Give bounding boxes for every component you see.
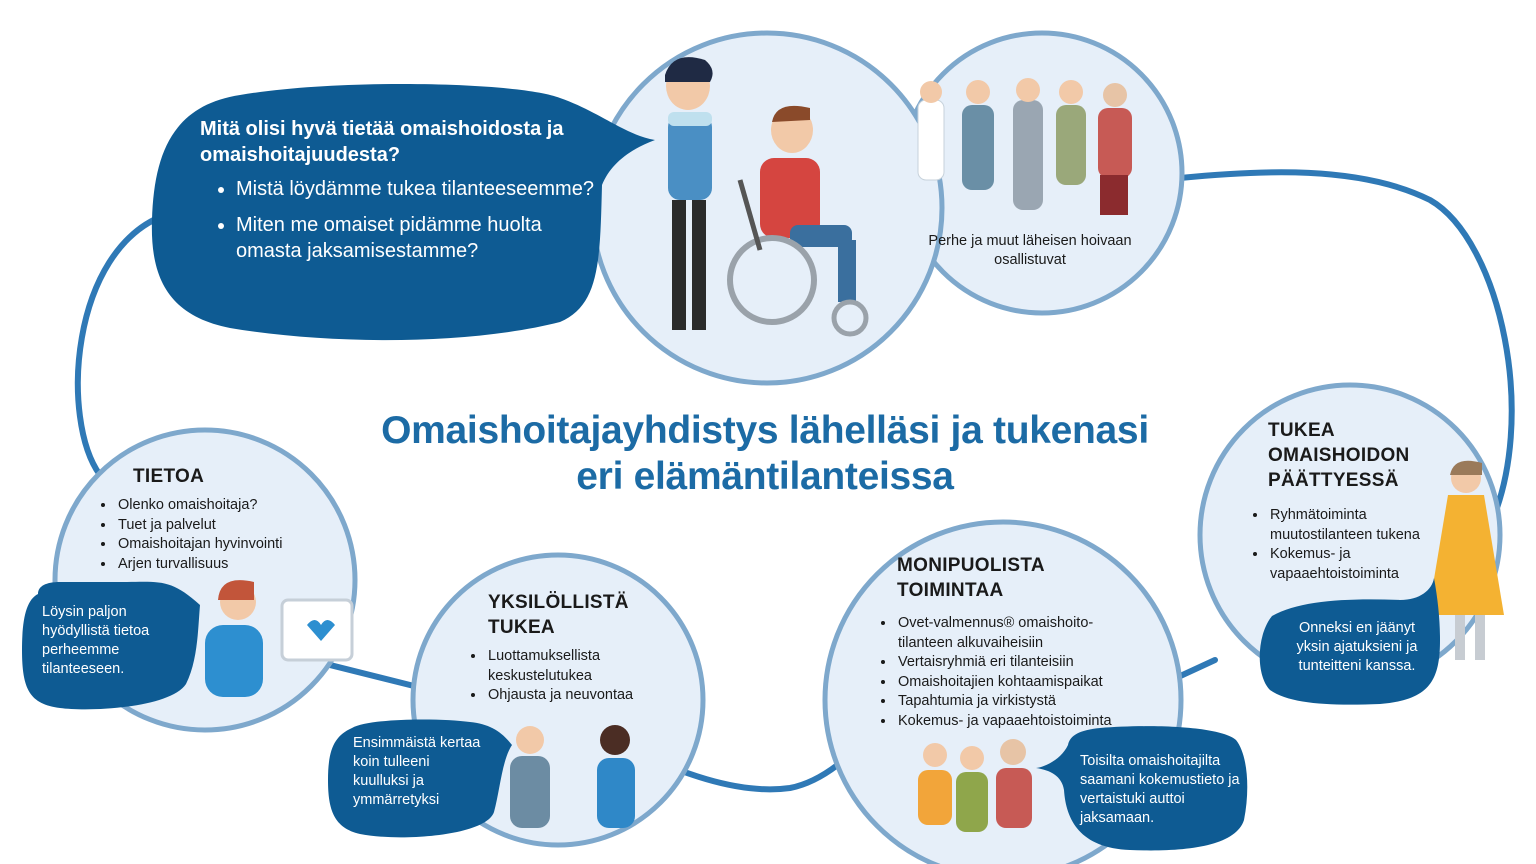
monipuolista-item: • Omaishoitajien kohtaamispaikat	[896, 673, 1136, 693]
yksilollista-heading-line-1: YKSILÖLLISTÄ	[488, 592, 629, 613]
tietoa-heading: TIETOA	[133, 466, 205, 487]
tietoa-item: • Omaishoitajan hyvinvointi	[116, 535, 356, 555]
monipuolista-item: • Kokemus- ja vapaaehtoistoiminta	[896, 712, 1136, 732]
main-title	[300, 408, 1230, 500]
tietoa-item: • Arjen turvallisuus	[116, 555, 356, 575]
tukea-heading-line-1: TUKEA	[1268, 420, 1335, 441]
tukea-heading-line-2: OMAISHOIDON	[1268, 445, 1410, 466]
tukea-heading-line-3: PÄÄTTYESSÄ	[1268, 470, 1399, 491]
yksilollista-list	[464, 647, 676, 706]
monipuolista-item: • Ovet-valmennus® omaishoito-tilanteen alkuvaiheisiin	[896, 614, 1136, 653]
main-title-line-1: Omaishoitajayhdistys lähelläsi ja tukenasi	[381, 409, 1149, 452]
tietoa-item: • Olenko omaishoitaja?	[116, 496, 356, 516]
yksilollista-quote: Ensimmäistä kertaa koin tulleeni kuulluksi ja ymmärretyksi	[353, 735, 481, 808]
tukea-quote: Onneksi en jäänyt yksin ajatuksieni ja tunteitteni kanssa.	[1296, 620, 1418, 674]
tukea-list	[1246, 506, 1458, 584]
monipuolista-item: • Tapahtumia ja virkistystä	[896, 692, 1136, 712]
yksilollista-item: • Ohjausta ja neuvontaa	[486, 686, 676, 706]
yksilollista-heading-line-2: TUKEA	[488, 617, 555, 638]
tietoa-quote: Löysin paljon hyödyllistä tietoa perheemme tilanteeseen.	[42, 604, 150, 677]
tukea-item: • Ryhmätoiminta muutostilanteen tukena	[1268, 506, 1458, 545]
top-bubble-list	[200, 176, 595, 264]
top-bubble-question: Mitä olisi hyvä tietää omaishoidosta ja omaishoitajuudesta?	[200, 118, 564, 166]
monipuolista-quote: Toisilta omaishoitajilta saamani kokemustieto ja vertaistuki auttoi jaksamaan.	[1080, 753, 1240, 826]
yksilollista-heading	[488, 590, 629, 640]
monipuolista-item: • Vertaisryhmiä eri tilanteisiin	[896, 653, 1136, 673]
tukea-heading	[1268, 418, 1410, 493]
monipuolista-list	[874, 614, 1136, 731]
top-bubble-item: • Mistä löydämme tukea tilanteeseemme?	[236, 176, 595, 202]
top-bubble-item: • Miten me omaiset pidämme huolta omasta jaksamisestamme?	[236, 212, 595, 264]
monipuolista-heading-line-2: TOIMINTAA	[897, 580, 1004, 601]
tietoa-item: • Tuet ja palvelut	[116, 516, 356, 536]
monipuolista-heading	[897, 553, 1045, 603]
tukea-item: • Kokemus- ja vapaaehtoistoiminta	[1268, 545, 1458, 584]
yksilollista-item: • Luottamuksellista keskustelutukea	[486, 647, 676, 686]
group-of-three-illustration	[918, 739, 1032, 832]
tietoa-list	[94, 496, 356, 574]
main-title-line-2: eri elämäntilanteissa	[576, 455, 954, 498]
monipuolista-heading-line-1: MONIPUOLISTA	[897, 555, 1045, 576]
family-caption: Perhe ja muut läheisen hoivaan osallistuvat	[928, 233, 1132, 268]
top-bubble-content	[200, 116, 595, 274]
